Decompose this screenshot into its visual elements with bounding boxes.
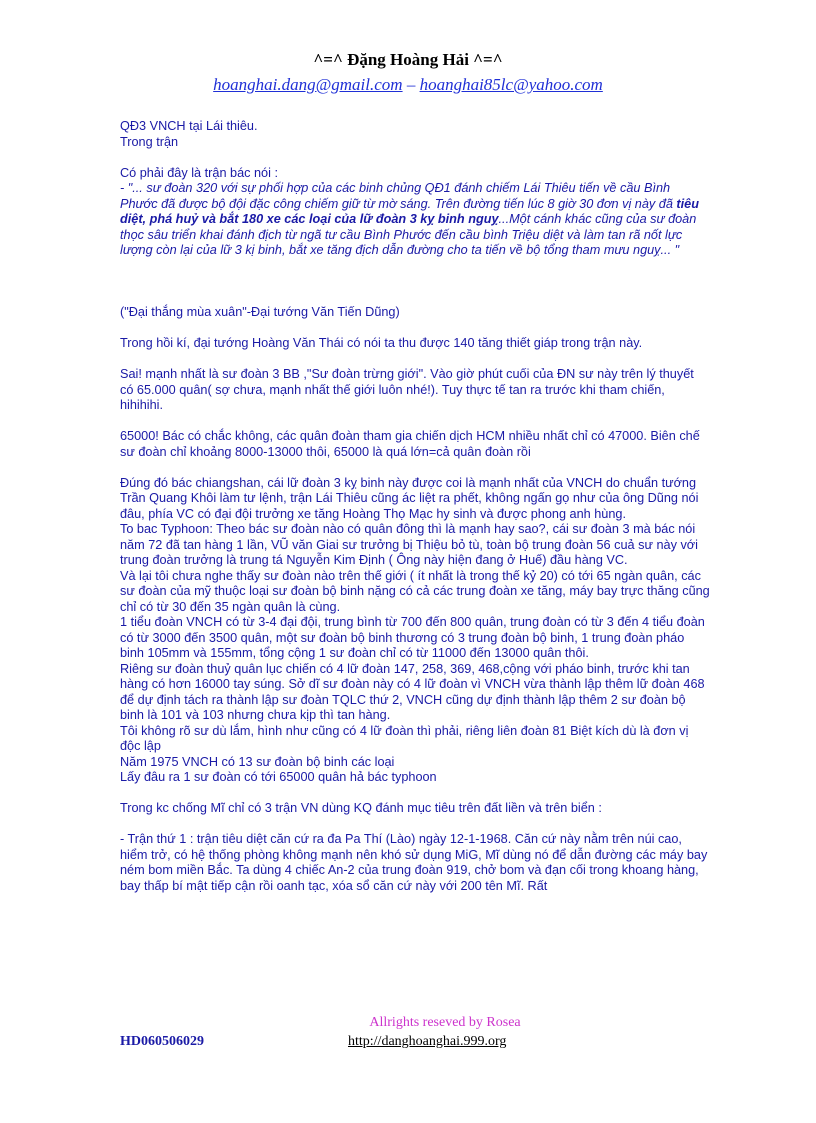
email-link-yahoo[interactable]: hoanghai85lc@yahoo.com [419, 75, 603, 94]
footer-brand: Allrights reseved by Rosea [369, 1015, 521, 1030]
reply-line: To bac Typhoon: Theo bác sư đoàn nào có quân đông thì là mạnh hay sao?, cái sư đoàn 3 mà bác nói năm 72 đã tan hàng 1 lần, VŨ văn Giai sư trưởng bị Thiệu bỏ tù, toàn bộ trung đoàn 56 cuả sư này với trung đoàn trưởng là trung tá Nguyễn Kim Định ( Ông này hiện đang ở Huế) đầu hàng VC. [120, 522, 698, 567]
document-body [120, 119, 710, 894]
quote-text-part2: ...Một cánh khác cũng của sư đoàn thọc sâu triển khai đánh địch từ ngã tư cầu Bình Phước đến cầu bình Triệu diệt và làm tan rã nốt lực lượng còn lại của lữ 3 kị binh, bắt xe tăng địch dẫn đường cho ta tiến về bộ tổng tham mưu nguỵ... " [120, 212, 697, 257]
reply-line: Năm 1975 VNCH có 13 sư đoàn bộ binh các loại [120, 754, 395, 769]
author-emails [0, 75, 816, 95]
quote-text-bold: tiêu diệt, phá huỷ và bắt 180 xe các loại của lữ đoàn 3 kỵ binh nguỵ [120, 196, 699, 226]
heading-line-1: QĐ3 VNCH tại Lái thiêu. [120, 119, 258, 133]
footer-website-link[interactable]: http://danghoanghai.999.org [348, 1034, 507, 1049]
author-title: ^=^ Đặng Hoàng Hải ^=^ [313, 50, 503, 69]
paragraph-memoir: Trong hồi kí, đại tướng Hoàng Văn Thái có nói ta thu được 140 tăng thiết giáp trong trận này. [120, 336, 643, 350]
quote-text-part1: - "... sư đoàn 320 với sự phối hợp của các binh chủng QĐ1 đánh chiếm Lái Thiêu tiến về cầu Bình Phước đã được bộ đội đặc công chiếm giữ từ mờ sáng. Trên đường tiến lúc 8 giờ 30 đơn vị này đã [120, 181, 677, 211]
email-separator: – [402, 75, 420, 94]
quote-source: ("Đại thắng mùa xuân"-Đại tướng Văn Tiến Dũng) [120, 305, 400, 319]
question-line: Có phải đây là trận bác nói : [120, 165, 278, 180]
reply-line: 1 tiểu đoàn VNCH có từ 3-4 đại đội, trung bình từ 700 đến 800 quân, trung đoàn có từ 3 đến 4 tiểu đoàn có từ 3000 đến 3500 quân, một sư đoàn bộ binh thương có 3 trung đoàn bộ binh, 1 trung đoàn pháo binh 105mm và 155mm, tổng cộng 1 sư đoàn chỉ có từ 11000 đến 13000 quân thôi. [120, 615, 705, 660]
email-link-gmail[interactable]: hoanghai.dang@gmail.com [213, 75, 403, 94]
paragraph-battle-1: - Trận thứ 1 : trận tiêu diệt căn cứ ra đa Pa Thí (Lào) ngày 12-1-1968. Căn cứ này nằm trên núi cao, hiểm trở, có hệ thống phòng không mạnh nên khó sử dụng MiG, Mĩ dùng nó để dẫn đường các máy bay ném bom miền Bắc. Ta dùng 4 chiếc An-2 của trung đoàn 919, chở bom và đạn cối trong khoang hàng, bay thấp bí mật tiếp cận rồi oanh tạc, xóa sổ căn cứ này với 200 tên Mĩ. Rất [120, 832, 708, 893]
reply-line: Và lại tôi chưa nghe thấy sư đoàn nào trên thế giới ( ít nhất là trong thế kỷ 20) có tới 65 ngàn quân, các sư đoàn của mỹ thuộc loại sư đoàn bộ binh nặng có cả các trung đoàn xe tăng, máy bay trực thăng cũng chỉ có từ 30 đến 35 ngàn quân là cùng. [120, 568, 710, 614]
reply-line: Lấy đâu ra 1 sư đoàn có tới 65000 quân hả bác typhoon [120, 770, 437, 784]
paragraph-65000: 65000! Bác có chắc không, các quân đoàn tham gia chiến dịch HCM nhiều nhất chỉ có 47000. Biên chế sư đoàn chỉ khoảng 8000-13000 thôi, 65000 là quá lớn=cả quân đoàn rồi [120, 429, 700, 459]
paragraph-wrong: Sai! mạnh nhất là sư đoàn 3 BB ,"Sư đoàn trừng giới". Vào giờ phút cuối của ĐN sư này trên lý thuyết có 65.000 quân( sợ chưa, mạnh nhất thế giới luôn nhé!). Tuy thực tế tan ra trước khi tham chiến, hihihihi. [120, 367, 694, 412]
heading-line-2: Trong trận [120, 134, 179, 149]
reply-line: Tôi không rõ sư dù lắm, hình như cũng có 4 lữ đoàn thì phải, riêng liên đoàn 81 Biệt kích dù là đơn vị độc lập [120, 723, 689, 753]
reply-line: Đúng đó bác chiangshan, cái lữ đoàn 3 kỵ binh này được coi là mạnh nhất của VNCH do chuẩn tướng Trần Quang Khôi làm tư lệnh, trận Lái Thiêu cũng ác liệt ra phết, không ngấn gọ như của ông Dũng nói đâu, phía VC có đại đội trưởng xe tăng Hoàng Thọ Mạc hy sinh và được phong anh hùng. [120, 475, 699, 521]
paragraph-kq-intro: Trong kc chống Mĩ chỉ có 3 trận VN dùng KQ đánh mục tiêu trên đất liền và trên biển : [120, 801, 602, 815]
quote-paragraph [120, 181, 710, 259]
reply-line: Riêng sư đoàn thuỷ quân lục chiến có 4 lữ đoàn 147, 258, 369, 468,cộng với pháo binh, trước khi tan hàng có hơn 16000 tay súng. Sở dĩ sư đoàn này có 4 lữ đoàn vì VNCH vừa thành lập thêm lữ đoàn 468 để dự định tách ra thành lập sư đoàn TQLC thứ 2, VNCH cũng dự định thành lập thêm 2 sư đoàn bộ binh là 101 và 103 nhưng chưa kịp thì tan hàng. [120, 661, 705, 722]
footer-doc-id: HD060506029 [120, 1034, 204, 1049]
